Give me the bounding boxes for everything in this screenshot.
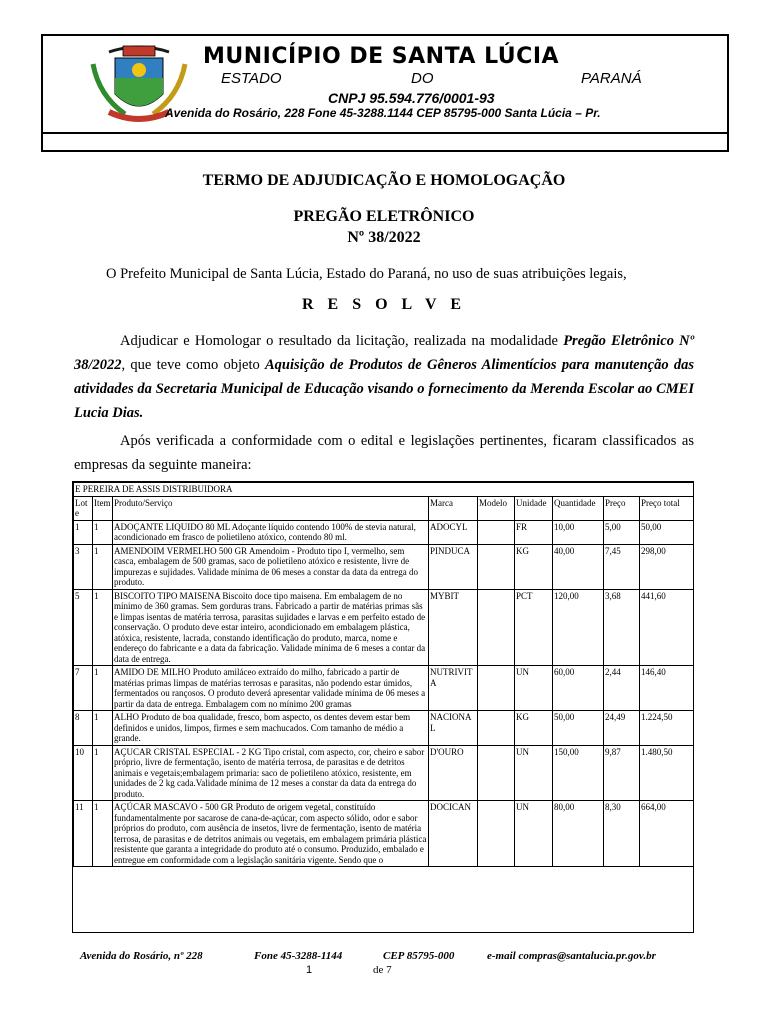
cell-lote: 7 [74,666,93,711]
cell-preco: 8,30 [604,801,640,867]
para1-text-b: , que teve como objeto [121,357,265,373]
col-unidade: Unidade [515,496,553,520]
para1-object: Aquisição de Produtos de Gêneros Alimentícios para manutenção das atividades da Secretaria Municipal de Educação visando o fornecimento da Merenda Escolar ao CMEI Lucia Dias. [74,357,694,421]
col-modelo: Modelo [478,496,515,520]
cell-unidade: UN [515,745,553,801]
supplier-name: E PEREIRA DE ASSIS DISTRIBUIDORA [74,483,694,497]
cell-quantidade: 50,00 [553,711,604,746]
cell-quantidade: 80,00 [553,801,604,867]
cell-modelo [478,544,515,589]
col-preco: Preço [604,496,640,520]
col-quantidade: Quantidade [553,496,604,520]
cell-marca: PINDUCA [429,544,478,589]
col-preco-total: Preço total [640,496,694,520]
classification-paragraph: Após verificada a conformidade com o edital e legislações pertinentes, ficaram classificados as empresas da seguinte maneira: [74,433,694,473]
table-row [74,711,694,746]
cell-lote: 10 [74,745,93,801]
letterhead [41,34,729,152]
cell-preco-total: 50,00 [640,520,694,544]
col-produto: Produto/Serviço [113,496,429,520]
cell-marca: D'OURO [429,745,478,801]
cell-item: 1 [93,544,113,589]
cell-item: 1 [93,745,113,801]
cnpj: CNPJ 95.594.776/0001-93 [328,90,495,106]
adjudication-paragraph [74,329,694,425]
cell-produto: BISCOITO TIPO MAISENA Biscoito doce tipo maisena. Em embalagem de no mínimo de 360 gramas. Sem gorduras trans. Fabricado a partir de matérias primas sãs e limpas isentas de matéria terrosa, parasitas sujidades e larvas e em perfeito estado de conservação. O produto deve estar inteiro, acondicionado em embalagem plástica, atóxica, resistente, lacrada, constando identificação do produto, marca, nome e endereço do fabricante e a data da fabricação. Validade mínima de 6 meses a contar da data de entrega. [113,589,429,666]
cell-quantidade: 60,00 [553,666,604,711]
table-row [74,666,694,711]
cell-unidade: UN [515,801,553,867]
resolve-heading: R E S O L V E [301,296,466,313]
cell-produto: ALHO Produto de boa qualidade, fresco, bom aspecto, os dentes devem estar bem definidos e unidos, limpos, firmes e sem machucados. Com tamanho de médio a grande. [113,711,429,746]
results-table-container [72,481,694,933]
intro-paragraph: O Prefeito Municipal de Santa Lúcia, Estado do Paraná, no uso de suas atribuições legais, [106,266,627,282]
cell-unidade: KG [515,544,553,589]
header-address: Avenida do Rosário, 228 Fone 45-3288.1144 CEP 85795-000 Santa Lúcia – Pr. [165,106,601,120]
cell-modelo [478,801,515,867]
cell-lote: 5 [74,589,93,666]
cell-preco-total: 664,00 [640,801,694,867]
table-header-row [74,496,694,520]
cell-quantidade: 40,00 [553,544,604,589]
cell-produto: AMENDOIM VERMELHO 500 GR Amendoim - Produto tipo I, vermelho, sem casca, embalagem de 500 gramas, saco de polietileno atóxico e resistente, livre de impurezas e sujidades. Validade mínima de 06 meses a constar da data da entrega do produto. [113,544,429,589]
cell-lote: 3 [74,544,93,589]
cell-lote: 11 [74,801,93,867]
cell-modelo [478,711,515,746]
cell-preco: 3,68 [604,589,640,666]
cell-preco-total: 298,00 [640,544,694,589]
cell-quantidade: 120,00 [553,589,604,666]
cell-modelo [478,520,515,544]
cell-unidade: PCT [515,589,553,666]
cell-modelo [478,666,515,711]
cell-unidade: KG [515,711,553,746]
letterhead-top [43,36,727,134]
state-word-estado: ESTADO [221,70,282,87]
cell-modelo [478,589,515,666]
cell-item: 1 [93,666,113,711]
footer-cep: CEP 85795-000 [383,950,455,962]
col-item: Item [93,496,113,520]
supplier-row [74,483,694,497]
cell-produto: AÇUCAR CRISTAL ESPECIAL - 2 KG Tipo cristal, com aspecto, cor, cheiro e sabor próprio, livre de fermentação, isento de matéria terrosa, de parasitas e de detritos animais e vegetais;embalagem primaria: saco de polietileno atóxico, resistente, em unidades de 2 kg cada.Validade mínima de 12 meses a constar da data da entrega do produto. [113,745,429,801]
para1-text-a: Adjudicar e Homologar o resultado da licitação, realizada na modalidade [120,333,564,349]
col-lote: Lote [74,496,93,520]
cell-preco: 24,49 [604,711,640,746]
col-marca: Marca [429,496,478,520]
cell-item: 1 [93,801,113,867]
table-body [74,520,694,867]
cell-item: 1 [93,520,113,544]
cell-preco: 2,44 [604,666,640,711]
cell-preco-total: 1.480,50 [640,745,694,801]
table-row [74,801,694,867]
cell-unidade: UN [515,666,553,711]
cell-produto: AÇÚCAR MASCAVO - 500 GR Produto de origem vegetal, constituído fundamentalmente por sacarose de cana-de-açúcar, com aspecto sólido, odor e sabor próprios do produto, com ausência de insetos, livre de fermentação, isento de matéria terrosa, de parasitas e de detritos animais ou vegetais, em embalagem primária plástica resistente que garanta a integridade do produto até o consumo. Produzido, embalado e entregue em conformidade com a legislação sanitária vigente. Sendo que o [113,801,429,867]
footer-address: Avenida do Rosário, nº 228 [80,950,203,962]
results-table [73,482,694,867]
cell-preco: 5,00 [604,520,640,544]
cell-unidade: FR [515,520,553,544]
cell-preco-total: 441,60 [640,589,694,666]
table-row [74,544,694,589]
table-row [74,589,694,666]
cell-quantidade: 10,00 [553,520,604,544]
page-number: 1 [306,964,313,976]
state-line [221,70,651,90]
cell-marca: ADOCYL [429,520,478,544]
cell-marca: NACIONAL [429,711,478,746]
para1-modality: Pregão Eletrônico Nº 38/2022 [74,333,694,373]
cell-preco: 7,45 [604,544,640,589]
cell-marca: DOCICAN [429,801,478,867]
cell-quantidade: 150,00 [553,745,604,801]
document-title: TERMO DE ADJUDICAÇÃO E HOMOLOGAÇÃO [202,172,566,189]
state-word-parana: PARANÁ [581,70,642,87]
cell-item: 1 [93,711,113,746]
cell-lote: 1 [74,520,93,544]
cell-item: 1 [93,589,113,666]
cell-produto: AMIDO DE MILHO Produto amiláceo extraído do milho, fabricado a partir de matérias primas limpas de matérias terrosas e parasitas, não podendo estar úmidos, fermentados ou rançosos. O produto deverá apresentar validade mínima de 06 meses a partir da data de entrega. Embalagem com no mínimo 200 gramas [113,666,429,711]
cell-produto: ADOÇANTE LIQUIDO 80 ML Adoçante líquido contendo 100% de stevia natural, acondicionado em frasco de polietileno atóxico, contendo 80 ml. [113,520,429,544]
state-word-do: DO [411,70,434,87]
cell-modelo [478,745,515,801]
cell-preco-total: 1.224,50 [640,711,694,746]
footer-email: e-mail compras@santalucia.pr.gov.br [487,950,656,962]
municipality-name: MUNICÍPIO DE SANTA LÚCIA [203,44,560,69]
document-number: Nº 38/2022 [347,229,421,246]
table-row [74,520,694,544]
document-subtitle: PREGÃO ELETRÔNICO [293,208,475,225]
footer-phone: Fone 45-3288-1144 [254,950,343,962]
cell-marca: MYBIT [429,589,478,666]
cell-lote: 8 [74,711,93,746]
cell-marca: NUTRIVITA [429,666,478,711]
page-total: de 7 [373,964,392,976]
cell-preco: 9,87 [604,745,640,801]
cell-preco-total: 146,40 [640,666,694,711]
table-row [74,745,694,801]
